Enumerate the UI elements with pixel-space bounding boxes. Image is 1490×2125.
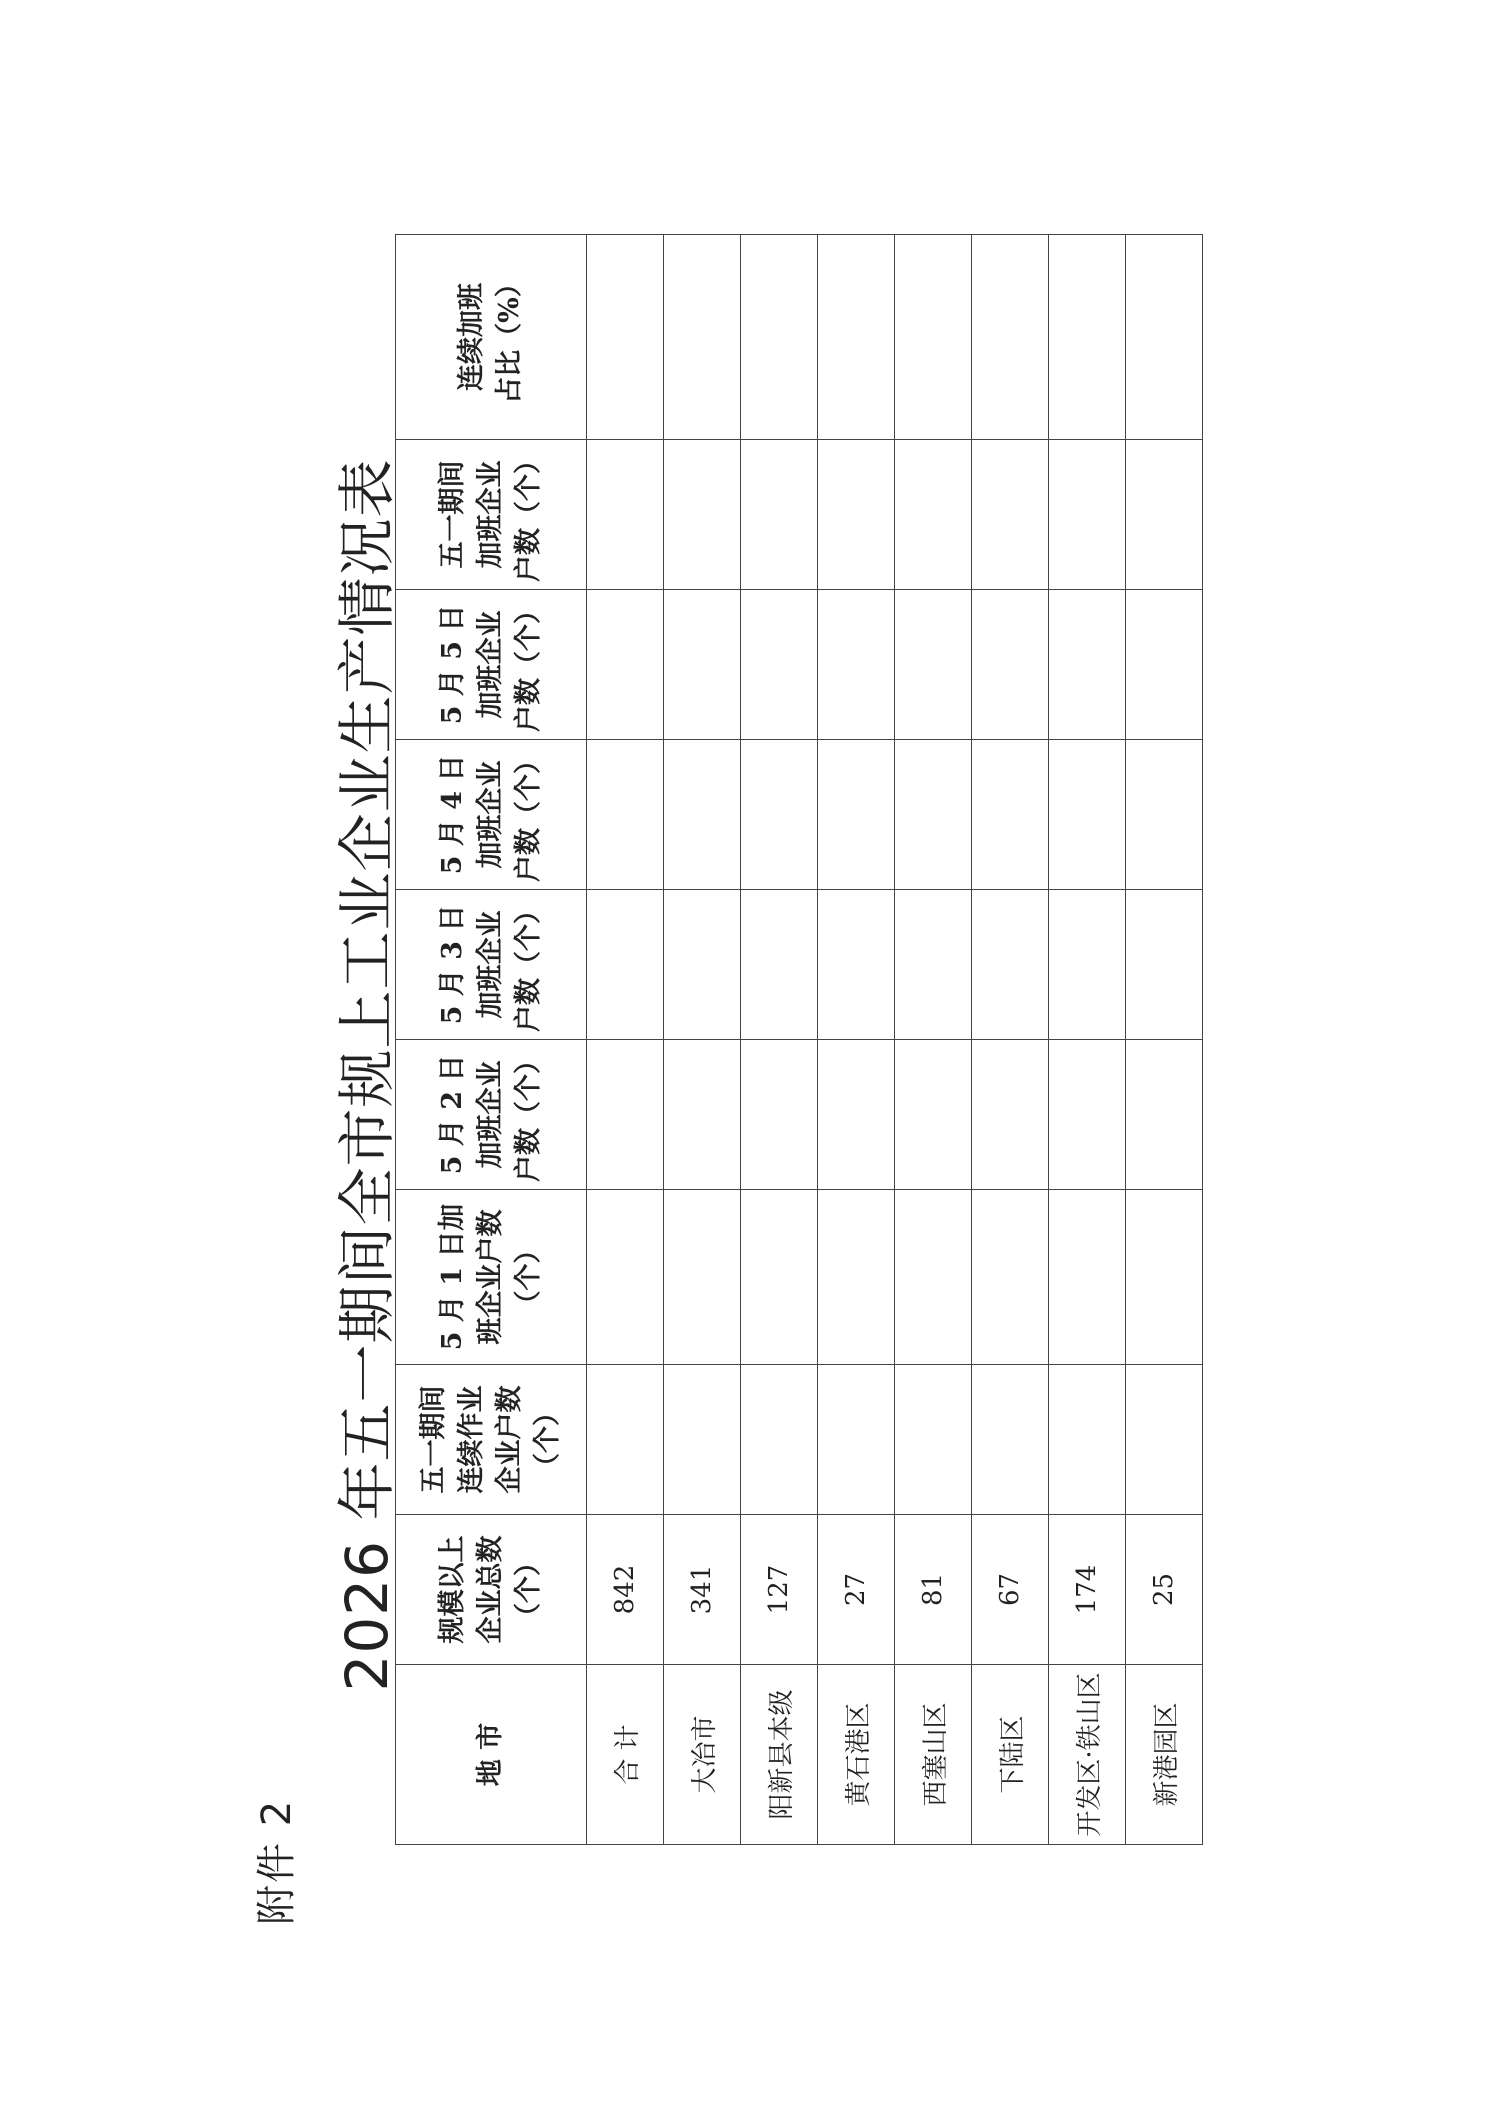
cell-continuous	[818, 1365, 895, 1515]
cell-may2	[587, 1040, 664, 1190]
cell-may3	[1049, 890, 1126, 1040]
cell-may5	[664, 590, 741, 740]
attachment-label: 附件 2	[254, 1798, 300, 1925]
cell-may4	[972, 740, 1049, 890]
cell-holiday	[818, 440, 895, 590]
header-continuous: 五一期间 连续作业 企业户数 （个）	[396, 1365, 587, 1515]
cell-may3	[818, 890, 895, 1040]
cell-holiday	[1049, 440, 1126, 590]
table-row	[587, 235, 664, 1845]
header-holiday: 五一期间 加班企业 户数（个）	[396, 440, 587, 590]
table-row	[1049, 235, 1126, 1845]
cell-may1	[587, 1190, 664, 1365]
cell-may5	[972, 590, 1049, 740]
cell-continuous	[1126, 1365, 1203, 1515]
cell-may2	[972, 1040, 1049, 1190]
cell-continuous	[972, 1365, 1049, 1515]
header-may2: 5 月 2 日 加班企业 户数（个）	[396, 1040, 587, 1190]
cell-may4	[1126, 740, 1203, 890]
production-table	[395, 234, 1203, 1845]
cell-may4	[664, 740, 741, 890]
cell-region: 新港园区	[1126, 1665, 1203, 1845]
header-may4: 5 月 4 日 加班企业 户数（个）	[396, 740, 587, 890]
cell-holiday	[1126, 440, 1203, 590]
cell-may4	[818, 740, 895, 890]
cell-may1	[972, 1190, 1049, 1365]
cell-ratio	[664, 235, 741, 440]
cell-may4	[587, 740, 664, 890]
cell-total: 341	[664, 1515, 741, 1665]
cell-continuous	[741, 1365, 818, 1515]
cell-may3	[895, 890, 972, 1040]
rotated-page	[245, 225, 1225, 1925]
cell-may3	[972, 890, 1049, 1040]
header-total: 规模以上 企业总数 （个）	[396, 1515, 587, 1665]
header-region: 地 市	[396, 1665, 587, 1845]
cell-may2	[741, 1040, 818, 1190]
cell-holiday	[741, 440, 818, 590]
cell-may3	[587, 890, 664, 1040]
cell-region: 西塞山区	[895, 1665, 972, 1845]
cell-total: 127	[741, 1515, 818, 1665]
cell-total: 174	[1049, 1515, 1126, 1665]
table-row	[818, 235, 895, 1845]
cell-may1	[818, 1190, 895, 1365]
cell-may2	[1049, 1040, 1126, 1190]
cell-may5	[895, 590, 972, 740]
page-title: 2026 年五一期间全市规上工业企业生产情况表	[333, 458, 401, 1692]
cell-ratio	[587, 235, 664, 440]
cell-may4	[741, 740, 818, 890]
cell-may2	[664, 1040, 741, 1190]
cell-continuous	[664, 1365, 741, 1515]
cell-may2	[1126, 1040, 1203, 1190]
table-row	[664, 235, 741, 1845]
cell-may4	[1049, 740, 1126, 890]
header-may5: 5 月 5 日 加班企业 户数（个）	[396, 590, 587, 740]
cell-ratio	[895, 235, 972, 440]
cell-total: 67	[972, 1515, 1049, 1665]
cell-may2	[818, 1040, 895, 1190]
table-row	[972, 235, 1049, 1845]
cell-may5	[1049, 590, 1126, 740]
cell-may1	[895, 1190, 972, 1365]
table-row	[741, 235, 818, 1845]
header-ratio: 连续加班 占比（%）	[396, 235, 587, 440]
header-may1: 5 月 1 日加 班企业户数 （个）	[396, 1190, 587, 1365]
cell-continuous	[895, 1365, 972, 1515]
table-row	[1126, 235, 1203, 1845]
cell-region: 阳新县本级	[741, 1665, 818, 1845]
cell-total: 25	[1126, 1515, 1203, 1665]
cell-holiday	[587, 440, 664, 590]
cell-continuous	[587, 1365, 664, 1515]
cell-region: 黄石港区	[818, 1665, 895, 1845]
cell-ratio	[1049, 235, 1126, 440]
cell-ratio	[972, 235, 1049, 440]
cell-may3	[1126, 890, 1203, 1040]
cell-may5	[587, 590, 664, 740]
cell-total: 842	[587, 1515, 664, 1665]
cell-may5	[1126, 590, 1203, 740]
cell-region: 开发区·铁山区	[1049, 1665, 1126, 1845]
cell-total: 81	[895, 1515, 972, 1665]
cell-holiday	[895, 440, 972, 590]
cell-ratio	[741, 235, 818, 440]
cell-may5	[818, 590, 895, 740]
cell-continuous	[1049, 1365, 1126, 1515]
cell-region: 合 计	[587, 1665, 664, 1845]
header-row	[396, 235, 587, 1845]
cell-may3	[664, 890, 741, 1040]
cell-may2	[895, 1040, 972, 1190]
table-row	[895, 235, 972, 1845]
cell-may4	[895, 740, 972, 890]
cell-may1	[1126, 1190, 1203, 1365]
cell-region: 下陆区	[972, 1665, 1049, 1845]
cell-may5	[741, 590, 818, 740]
cell-region: 大冶市	[664, 1665, 741, 1845]
cell-may1	[741, 1190, 818, 1365]
cell-total: 27	[818, 1515, 895, 1665]
cell-ratio	[818, 235, 895, 440]
cell-may1	[664, 1190, 741, 1365]
header-may3: 5 月 3 日 加班企业 户数（个）	[396, 890, 587, 1040]
cell-may3	[741, 890, 818, 1040]
cell-may1	[1049, 1190, 1126, 1365]
cell-holiday	[664, 440, 741, 590]
cell-ratio	[1126, 235, 1203, 440]
cell-holiday	[972, 440, 1049, 590]
